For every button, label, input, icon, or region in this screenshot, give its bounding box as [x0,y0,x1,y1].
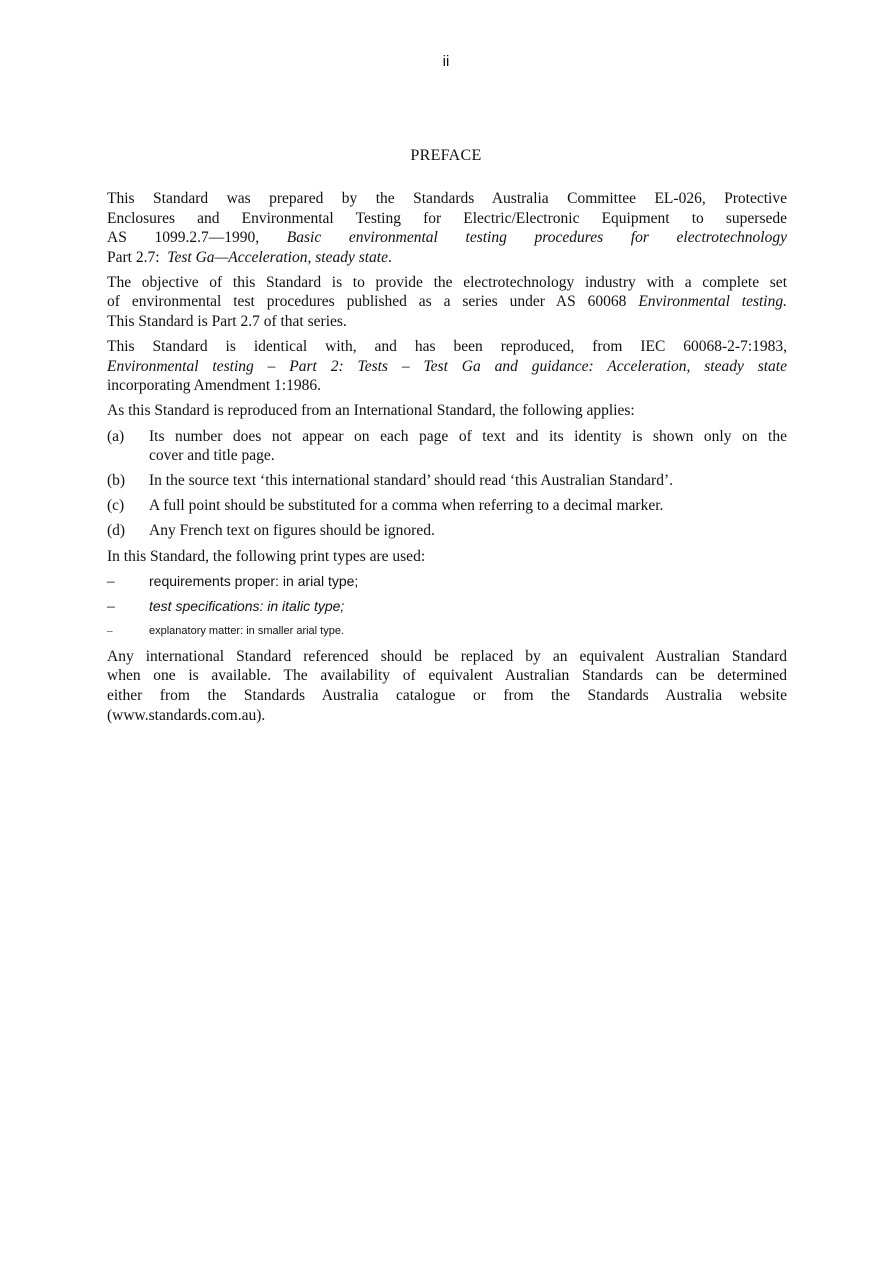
series-reference: of environmental test procedures published as a series under AS 60068 [107,293,627,311]
paragraph-applies-intro: As this Standard is reproduced from an International Standard, the following applies: [107,402,635,420]
paragraph-committee-line-4 [107,248,787,268]
page-number: ii [442,53,450,70]
sentence-end: . [387,248,392,266]
print-type-text: requirements proper: in arial type; [149,572,359,589]
dash-marker: – [107,572,115,590]
list-marker: (a) [107,427,125,445]
paragraph-committee-line-2: Enclosures and Environmental Testing for Electric/Electronic Equipment to supersede [107,209,787,227]
print-type-text: test specifications: in italic type; [149,597,345,614]
preface-body [107,189,787,731]
superseded-standard-part: Part 2.7: [107,248,160,266]
print-type-requirements [107,572,787,592]
print-type-explanatory [107,622,787,642]
paragraph-objective-line-2 [107,292,787,312]
superseded-standard-number: AS 1099.2.7—1990, [107,229,260,247]
paragraph-objective [107,273,787,332]
superseded-standard-test-title: Test Ga—Acceleration, steady state [167,248,388,266]
list-marker: (d) [107,522,126,540]
list-item-c [107,496,787,516]
print-type-text: explanatory matter: in smaller arial type. [149,624,345,637]
list-item-line: cover and title page. [149,447,275,465]
paragraph-objective-line-3: This Standard is Part 2.7 of that series. [107,313,347,331]
superseded-standard-title: Basic environmental testing procedures for electrotechnology [286,229,787,247]
preface-heading: PREFACE [410,147,482,164]
list-item-text: A full point should be substituted for a comma when referring to a decimal marker. [149,497,664,515]
list-item-d [107,521,787,541]
list-item-text: In the source text ‘this international standard’ should read ‘this Australian Standard’. [149,472,673,490]
dash-marker: – [107,624,113,637]
list-item-text: Any French text on figures should be ignored. [149,522,435,540]
paragraph-print-types-intro: In this Standard, the following print types are used: [107,547,426,565]
paragraph-references-line-1: Any international Standard referenced should be replaced by an equivalent Australian Standard [107,647,787,665]
paragraph-references [107,647,787,725]
list-item-b [107,471,787,491]
paragraph-references-line-2: when one is available. The availability of equivalent Australian Standards can be determined [107,667,787,685]
paragraph-identical-line-3: incorporating Amendment 1:1986. [107,377,321,395]
list-item-line: Its number does not appear on each page of text and its identity is shown only on the [149,427,787,445]
list-item-text [149,427,787,466]
paragraph-committee [107,189,787,267]
series-title: Environmental testing. [638,293,787,311]
print-type-test-specifications [107,597,787,617]
paragraph-identical-line-1: This Standard is identical with, and has been reproduced, from IEC 60068-2-7:1983, [107,338,787,356]
iec-standard-title: Environmental testing – Part 2: Tests – Test Ga and guidance: Acceleration, steady state [107,357,787,375]
paragraph-committee-line-1: This Standard was prepared by the Standards Australia Committee EL-026, Protective [107,190,787,207]
dash-marker: – [107,597,115,615]
paragraph-committee-line-3 [107,228,787,248]
list-marker: (c) [107,497,125,515]
paragraph-identical [107,337,787,396]
website-reference: (www.standards.com.au). [107,706,266,724]
paragraph-references-line-3: either from the Standards Australia catalogue or from the Standards Australia website [107,687,787,705]
paragraph-objective-line-1: The objective of this Standard is to provide the electrotechnology industry with a complete set [107,273,787,291]
list-item-a [107,427,787,466]
list-marker: (b) [107,472,126,490]
